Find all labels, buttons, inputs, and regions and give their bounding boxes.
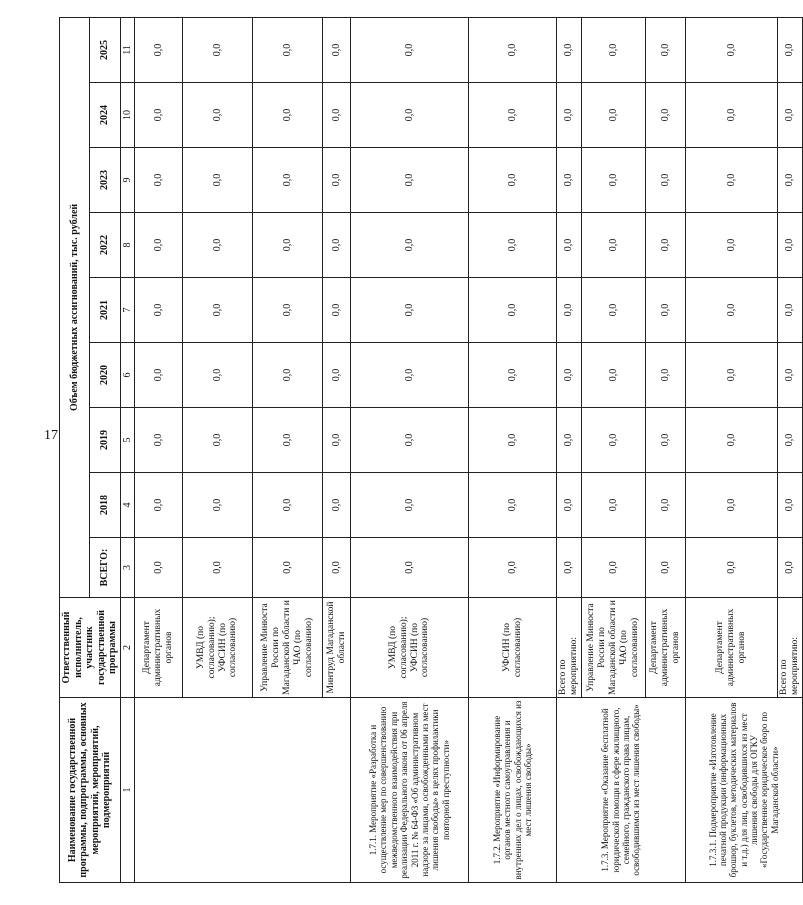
value-total: 0,0 bbox=[581, 538, 645, 598]
budget-table bbox=[59, 17, 803, 883]
value-year: 0,0 bbox=[685, 473, 777, 538]
value-total: 0,0 bbox=[685, 538, 777, 598]
value-year: 0,0 bbox=[323, 408, 351, 473]
header-name: Наименование государственной программы, подпрограммы, основных мероприятий, мероприятий, подмероприятий bbox=[60, 698, 121, 883]
value-year: 0,0 bbox=[557, 278, 582, 343]
value-year: 0,0 bbox=[557, 17, 582, 82]
header-year: 2024 bbox=[90, 83, 120, 148]
measure-name bbox=[135, 698, 351, 883]
value-year: 0,0 bbox=[135, 17, 183, 82]
responsible-executor: Управление Минюста России по Магаданской области и ЧАО (по согласованию) bbox=[581, 598, 645, 698]
column-number-row bbox=[120, 17, 135, 882]
page-number: 17 bbox=[44, 428, 58, 443]
value-total: 0,0 bbox=[323, 538, 351, 598]
column-number: 10 bbox=[120, 83, 135, 148]
column-number: 3 bbox=[120, 538, 135, 598]
measure-name: 1.7.3. Мероприятие «Оказание бесплатной юридической помощи в сфере жилищного, семейного, гражданского права лицам, освободившимся из мест лишения свободы» bbox=[557, 698, 686, 883]
value-year: 0,0 bbox=[777, 408, 802, 473]
column-number: 1 bbox=[120, 698, 135, 883]
value-year: 0,0 bbox=[581, 473, 645, 538]
responsible-executor: УФСИН (по согласованию) bbox=[469, 598, 557, 698]
value-total: 0,0 bbox=[253, 538, 323, 598]
value-year: 0,0 bbox=[351, 17, 469, 82]
header-year: 2018 bbox=[90, 473, 120, 538]
value-year: 0,0 bbox=[777, 83, 802, 148]
value-year: 0,0 bbox=[135, 408, 183, 473]
value-year: 0,0 bbox=[469, 408, 557, 473]
value-year: 0,0 bbox=[777, 278, 802, 343]
value-year: 0,0 bbox=[645, 148, 685, 213]
table-row bbox=[685, 17, 777, 882]
responsible-executor: Минтруд Магаданской области bbox=[323, 598, 351, 698]
table-row bbox=[351, 17, 469, 882]
value-year: 0,0 bbox=[351, 343, 469, 408]
value-year: 0,0 bbox=[557, 213, 582, 278]
value-year: 0,0 bbox=[253, 83, 323, 148]
value-year: 0,0 bbox=[183, 408, 253, 473]
value-year: 0,0 bbox=[183, 83, 253, 148]
value-year: 0,0 bbox=[351, 473, 469, 538]
header-row-1 bbox=[60, 17, 90, 882]
column-number: 6 bbox=[120, 343, 135, 408]
value-year: 0,0 bbox=[581, 408, 645, 473]
value-year: 0,0 bbox=[645, 408, 685, 473]
value-year: 0,0 bbox=[183, 148, 253, 213]
value-year: 0,0 bbox=[351, 278, 469, 343]
table-row bbox=[469, 17, 557, 882]
header-year: 2023 bbox=[90, 148, 120, 213]
header-year: 2022 bbox=[90, 213, 120, 278]
value-total: 0,0 bbox=[777, 538, 802, 598]
value-year: 0,0 bbox=[469, 83, 557, 148]
value-year: 0,0 bbox=[183, 213, 253, 278]
total-row bbox=[557, 17, 582, 882]
value-year: 0,0 bbox=[581, 83, 645, 148]
value-year: 0,0 bbox=[135, 278, 183, 343]
value-year: 0,0 bbox=[323, 278, 351, 343]
header-year: 2020 bbox=[90, 343, 120, 408]
rotated-table-wrapper bbox=[59, 18, 800, 883]
total-label: Всего по мероприятию: bbox=[557, 598, 582, 698]
value-year: 0,0 bbox=[685, 148, 777, 213]
value-year: 0,0 bbox=[645, 213, 685, 278]
value-year: 0,0 bbox=[253, 473, 323, 538]
measure-name: 1.7.2. Мероприятие «Информирование органов местного самоуправления и внутренних дел о лицах, освобождающихся из мест лишения свободы» bbox=[469, 698, 557, 883]
value-total: 0,0 bbox=[469, 538, 557, 598]
value-year: 0,0 bbox=[183, 278, 253, 343]
value-year: 0,0 bbox=[685, 278, 777, 343]
value-year: 0,0 bbox=[645, 17, 685, 82]
value-year: 0,0 bbox=[557, 473, 582, 538]
value-total: 0,0 bbox=[351, 538, 469, 598]
value-year: 0,0 bbox=[777, 148, 802, 213]
column-number: 7 bbox=[120, 278, 135, 343]
value-year: 0,0 bbox=[253, 278, 323, 343]
value-year: 0,0 bbox=[557, 408, 582, 473]
value-year: 0,0 bbox=[777, 17, 802, 82]
header-responsible: Ответственный исполнитель, участник государственной программы bbox=[60, 598, 121, 698]
value-year: 0,0 bbox=[685, 213, 777, 278]
responsible-executor: УМВД (по согласованию); УФСИН (по согласованию) bbox=[183, 598, 253, 698]
column-number: 8 bbox=[120, 213, 135, 278]
column-number: 9 bbox=[120, 148, 135, 213]
column-number: 5 bbox=[120, 408, 135, 473]
value-year: 0,0 bbox=[323, 83, 351, 148]
value-year: 0,0 bbox=[581, 213, 645, 278]
value-year: 0,0 bbox=[469, 213, 557, 278]
measure-name: 1.7.1. Мероприятие «Разработка и осуществление мер по совершенствованию межведомственного взаимодействия при реализации Федерального закона от 06 апреля 2011 г. № 64-ФЗ «Об административном надзоре за лицами, освобожденными из мест лишения свободы» в целях профилактики повторной преступности» bbox=[351, 698, 469, 883]
value-year: 0,0 bbox=[183, 17, 253, 82]
column-number: 2 bbox=[120, 598, 135, 698]
responsible-executor: Департамент административных органов bbox=[135, 598, 183, 698]
header-budget: Объем бюджетных ассигнований, тыс. рублей bbox=[60, 17, 90, 597]
header-year: 2021 bbox=[90, 278, 120, 343]
header-year: 2019 bbox=[90, 408, 120, 473]
value-year: 0,0 bbox=[777, 343, 802, 408]
value-year: 0,0 bbox=[645, 83, 685, 148]
table-body bbox=[135, 17, 803, 882]
value-year: 0,0 bbox=[323, 148, 351, 213]
value-year: 0,0 bbox=[469, 148, 557, 213]
value-year: 0,0 bbox=[183, 473, 253, 538]
value-year: 0,0 bbox=[253, 408, 323, 473]
column-number: 4 bbox=[120, 473, 135, 538]
value-year: 0,0 bbox=[581, 278, 645, 343]
value-year: 0,0 bbox=[645, 278, 685, 343]
value-year: 0,0 bbox=[351, 213, 469, 278]
value-year: 0,0 bbox=[323, 473, 351, 538]
value-year: 0,0 bbox=[135, 148, 183, 213]
value-total: 0,0 bbox=[645, 538, 685, 598]
value-year: 0,0 bbox=[777, 473, 802, 538]
value-total: 0,0 bbox=[557, 538, 582, 598]
value-year: 0,0 bbox=[685, 408, 777, 473]
value-year: 0,0 bbox=[135, 83, 183, 148]
value-year: 0,0 bbox=[581, 17, 645, 82]
value-year: 0,0 bbox=[351, 83, 469, 148]
value-year: 0,0 bbox=[135, 213, 183, 278]
column-number: 11 bbox=[120, 17, 135, 82]
responsible-executor: Управление Минюста России по Магаданской области и ЧАО (по согласованию) bbox=[253, 598, 323, 698]
value-year: 0,0 bbox=[253, 148, 323, 213]
value-year: 0,0 bbox=[469, 473, 557, 538]
value-year: 0,0 bbox=[685, 343, 777, 408]
value-year: 0,0 bbox=[469, 17, 557, 82]
table-row bbox=[135, 17, 183, 882]
value-year: 0,0 bbox=[557, 83, 582, 148]
responsible-executor: Департамент административных органов bbox=[685, 598, 777, 698]
total-label: Всего по мероприятию: bbox=[777, 598, 802, 698]
value-year: 0,0 bbox=[183, 343, 253, 408]
value-total: 0,0 bbox=[135, 538, 183, 598]
value-year: 0,0 bbox=[645, 343, 685, 408]
value-year: 0,0 bbox=[351, 148, 469, 213]
value-year: 0,0 bbox=[685, 17, 777, 82]
value-year: 0,0 bbox=[777, 213, 802, 278]
responsible-executor: УМВД (по согласованию); УФСИН (по согласованию) bbox=[351, 598, 469, 698]
value-year: 0,0 bbox=[253, 17, 323, 82]
value-year: 0,0 bbox=[645, 473, 685, 538]
value-year: 0,0 bbox=[253, 343, 323, 408]
value-year: 0,0 bbox=[351, 408, 469, 473]
value-year: 0,0 bbox=[581, 343, 645, 408]
value-year: 0,0 bbox=[323, 17, 351, 82]
value-year: 0,0 bbox=[685, 83, 777, 148]
responsible-executor: Департамент административных органов bbox=[645, 598, 685, 698]
value-year: 0,0 bbox=[581, 148, 645, 213]
header-year: 2025 bbox=[90, 17, 120, 82]
value-year: 0,0 bbox=[135, 343, 183, 408]
value-year: 0,0 bbox=[135, 473, 183, 538]
header-total: ВСЕГО: bbox=[90, 538, 120, 598]
value-year: 0,0 bbox=[323, 343, 351, 408]
value-total: 0,0 bbox=[183, 538, 253, 598]
value-year: 0,0 bbox=[253, 213, 323, 278]
value-year: 0,0 bbox=[469, 343, 557, 408]
value-year: 0,0 bbox=[323, 213, 351, 278]
measure-name: 1.7.3.1. Подмероприятие «Изготовление печатной продукции (информационных брошюр, буклетов, методических материалов и т.д.) для лиц, освободившихся из мест лишения свободы для ОГКУ «Государственное юридическое бюро по Магаданской области» bbox=[685, 698, 802, 883]
value-year: 0,0 bbox=[469, 278, 557, 343]
value-year: 0,0 bbox=[557, 148, 582, 213]
value-year: 0,0 bbox=[557, 343, 582, 408]
